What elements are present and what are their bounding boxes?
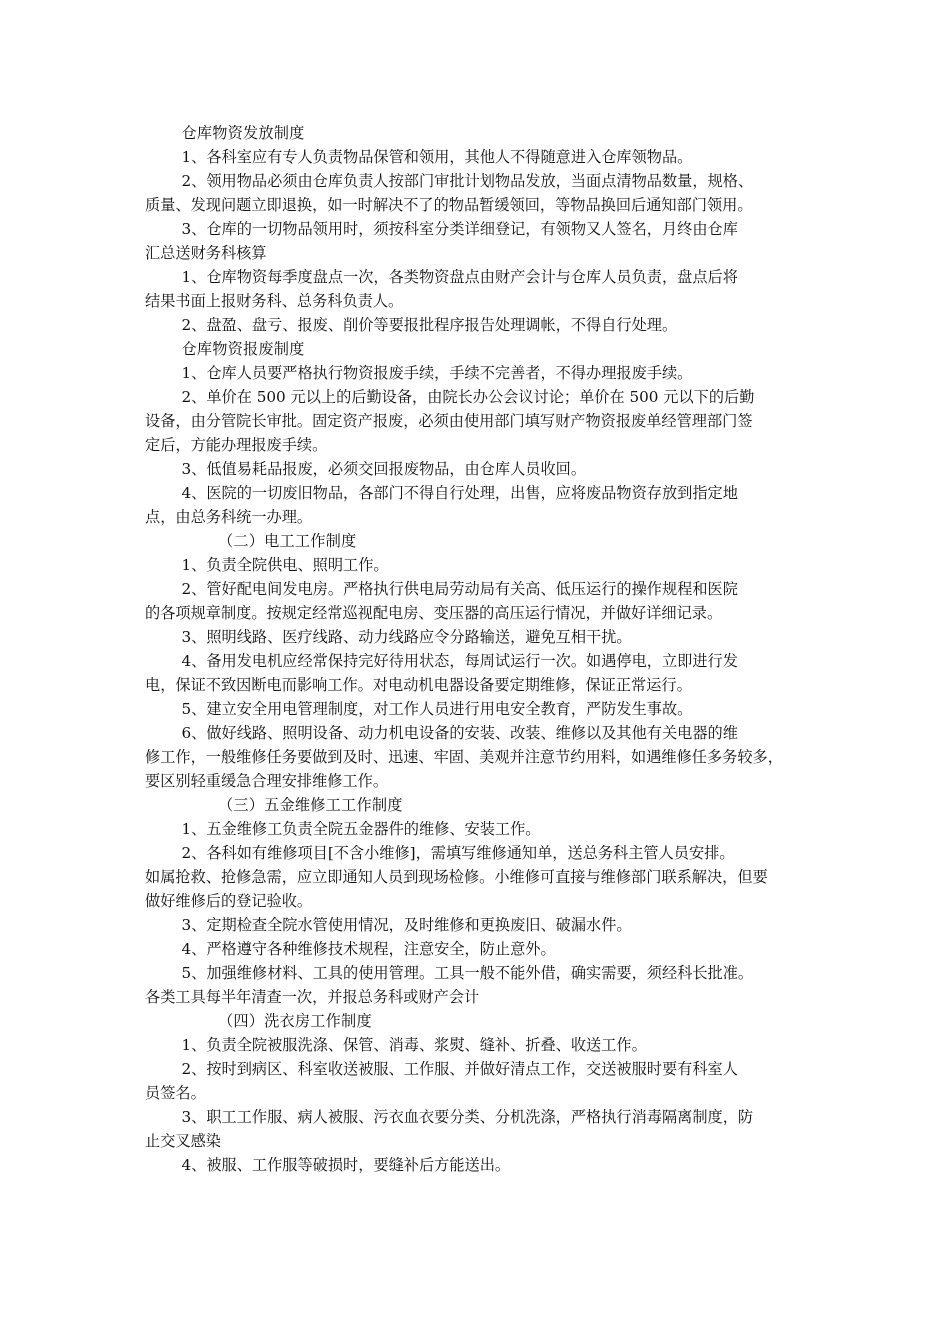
body-paragraph <box>145 961 817 1009</box>
paragraph-line: 2、管好配电间发电房。严格执行供电局劳动局有关高、低压运行的操作规程和医院 <box>181 580 738 598</box>
paragraph-line: 定后，方能办理报废手续。 <box>145 436 328 454</box>
paragraph-line: 2、按时到病区、科室收送被服、工作服、并做好清点工作，交送被服时要有科室人 <box>181 1060 738 1078</box>
paragraph-line: 3、照明线路、医疗线路、动力线路应令分路输送，避免互相干扰。 <box>181 628 632 646</box>
paragraph-line: 1、各科室应有专人负责物品保管和领用，其他人不得随意进入仓库领物品。 <box>181 148 693 166</box>
paragraph-line: 结果书面上报财务科、总务科负责人。 <box>145 292 404 310</box>
paragraph-line: 4、医院的一切废旧物品，各部门不得自行处理，出售，应将废品物资存放到指定地 <box>181 484 738 502</box>
paragraph-line: 如属抢救、抢修急需，应立即通知人员到现场检修。小维修可直接与维修部门联系解决，但要 <box>145 868 768 886</box>
body-paragraph <box>145 841 817 913</box>
section-heading: 仓库物资报废制度 <box>181 340 305 358</box>
paragraph-line: 质量、发现问题立即退换，如一时解决不了的物品暂缓领回，等物品换回后通知部门领用。 <box>145 196 753 214</box>
body-paragraph <box>145 721 817 793</box>
paragraph-line: 做好维修后的登记验收。 <box>145 892 313 910</box>
body-paragraph <box>145 481 817 529</box>
paragraph-line: 6、做好线路、照明设备、动力机电设备的安装、改装、维修以及其他有关电器的维 <box>181 724 738 742</box>
paragraph-line: 各类工具每半年清查一次，并报总务科或财产会计 <box>145 988 480 1006</box>
paragraph-line: 1、五金维修工负责全院五金器件的维修、安装工作。 <box>181 820 541 838</box>
body-paragraph <box>145 145 817 169</box>
paragraph-line: 汇总送财务科核算 <box>145 244 267 262</box>
body-paragraph <box>145 553 817 577</box>
paragraph-line: 4、备用发电机应经常保持完好待用状态，每周试运行一次。如遇停电，立即进行发 <box>181 652 738 670</box>
paragraph-line: 员签名。 <box>145 1084 206 1102</box>
paragraph-line: 1、负责全院供电、照明工作。 <box>181 556 389 574</box>
body-paragraph <box>145 361 817 385</box>
body-paragraph <box>145 169 817 217</box>
body-paragraph <box>145 817 817 841</box>
paragraph-line: 3、定期检查全院水管使用情况，及时维修和更换废旧、破漏水件。 <box>181 916 632 934</box>
section-heading: （四）洗衣房工作制度 <box>217 1012 372 1030</box>
body-paragraph <box>145 1033 817 1057</box>
paragraph-line: 4、严格遵守各种维修技术规程，注意安全，防止意外。 <box>181 940 556 958</box>
section-heading: （三）五金维修工工作制度 <box>217 796 403 814</box>
paragraph-line: 5、加强维修材料、工具的使用管理。工具一般不能外借，确实需要，须经科长批准。 <box>181 964 754 982</box>
paragraph-line: 2、单价在 500 元以上的后勤设备，由院长办公会议讨论；单价在 500 元以下的后勤 <box>181 388 755 406</box>
paragraph-line: 止交叉感染 <box>145 1132 221 1150</box>
paragraph-line: 1、负责全院被服洗涤、保管、消毒、浆熨、缝补、折叠、收送工作。 <box>181 1036 647 1054</box>
paragraph-line: 3、低值易耗品报废，必须交回报废物品，由仓库人员收回。 <box>181 460 587 478</box>
body-paragraph <box>145 697 817 721</box>
body-paragraph <box>145 385 817 457</box>
body-paragraph <box>145 265 817 313</box>
body-paragraph <box>145 649 817 697</box>
paragraph-line: 5、建立安全用电管理制度，对工作人员进行用电安全教育，严防发生事故。 <box>181 700 693 718</box>
body-paragraph <box>145 217 817 265</box>
section-heading: （二）电工工作制度 <box>217 532 357 550</box>
paragraph-line: 电，保证不致因断电而影响工作。对电动机电器设备要定期维修，保证正常运行。 <box>145 676 692 694</box>
paragraph-line: 3、仓库的一切物品领用时，须按科室分类详细登记，有领物又人签名，月终由仓库 <box>181 220 738 238</box>
body-paragraph <box>145 313 817 337</box>
document-page <box>145 121 817 1177</box>
body-paragraph <box>145 937 817 961</box>
body-paragraph <box>145 913 817 937</box>
paragraph-line: 1、仓库人员要严格执行物资报废手续，手续不完善者，不得办理报废手续。 <box>181 364 693 382</box>
paragraph-line: 2、各科如有维修项目[不含小维修]，需填写维修通知单，送总务科主管人员安排。 <box>181 844 735 862</box>
paragraph-line: 2、盘盈、盘亏、报废、削价等要报批程序报告处理调帐，不得自行处理。 <box>181 316 678 334</box>
body-paragraph <box>145 577 817 625</box>
paragraph-line: 修工作，一般维修任务要做到及时、迅速、牢固、美观并注意节约用料，如遇维修任多务较多， <box>145 748 783 766</box>
paragraph-line: 设备，由分管院长审批。固定资产报废，必须由使用部门填写财产物资报废单经管理部门签 <box>145 412 753 430</box>
body-paragraph <box>145 1057 817 1105</box>
paragraph-line: 点，由总务科统一办理。 <box>145 508 313 526</box>
body-paragraph <box>145 1105 817 1153</box>
body-paragraph <box>145 1153 817 1177</box>
section-heading: 仓库物资发放制度 <box>181 124 305 142</box>
body-paragraph <box>145 457 817 481</box>
paragraph-line: 1、仓库物资每季度盘点一次，各类物资盘点由财产会计与仓库人员负责，盘点后将 <box>181 268 738 286</box>
paragraph-line: 4、被服、工作服等破损时，要缝补后方能送出。 <box>181 1156 511 1174</box>
paragraph-line: 3、职工工作服、病人被服、污衣血衣要分类、分机洗涤，严格执行消毒隔离制度，防 <box>181 1108 754 1126</box>
body-paragraph <box>145 625 817 649</box>
paragraph-line: 要区别轻重缓急合理安排维修工作。 <box>145 772 388 790</box>
paragraph-line: 2、领用物品必须由仓库负责人按部门审批计划物品发放，当面点清物品数量，规格、 <box>181 172 754 190</box>
paragraph-line: 的各项规章制度。按规定经常巡视配电房、变压器的高压运行情况，并做好详细记录。 <box>145 604 723 622</box>
